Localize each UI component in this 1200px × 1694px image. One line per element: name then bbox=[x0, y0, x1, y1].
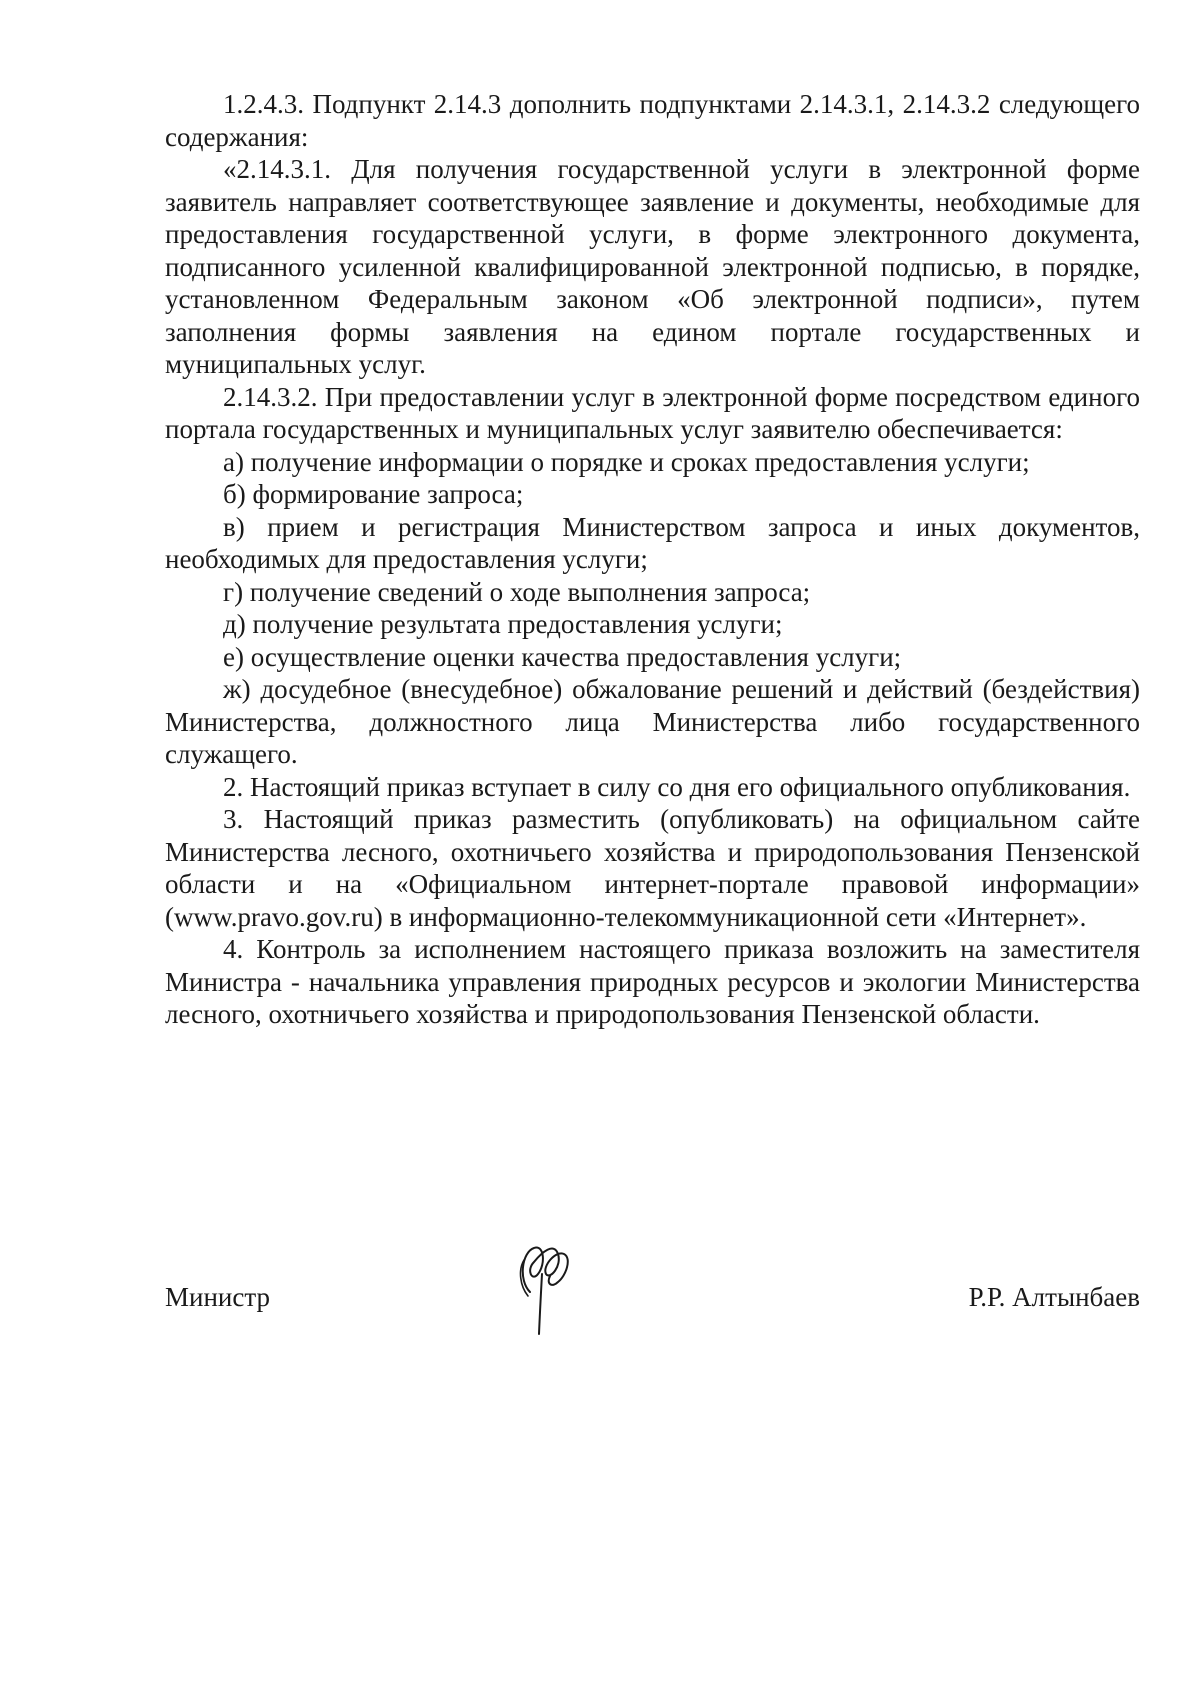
paragraph-2-effective-date: 2. Настоящий приказ вступает в силу со дня его официального опубликования. bbox=[223, 771, 1131, 802]
list-item-g: г) получение сведений о ходе выполнения запроса; bbox=[223, 576, 811, 607]
list-item-d: д) получение результата предоставления услуги; bbox=[223, 609, 783, 639]
document-body bbox=[165, 88, 1140, 1031]
handwritten-signature bbox=[500, 1230, 590, 1340]
list-item-zh: ж) досудебное (внесудебное) обжалование решений и действий (бездействия) Министерства, должностного лица Министерства либо государственного служащего. bbox=[165, 674, 1140, 769]
signature-block bbox=[165, 1230, 1140, 1350]
list-item-e: е) осуществление оценки качества предоставления услуги; bbox=[223, 641, 902, 672]
paragraph-1-2-4-3: 1.2.4.3. Подпункт 2.14.3 дополнить подпунктами 2.14.3.1, 2.14.3.2 следующего содержания: bbox=[165, 89, 1140, 152]
paragraph-2-14-3-1: «2.14.3.1. Для получения государственной услуги в электронной форме заявитель направляет соответствующее заявление и документы, необходимые для предоставления государственной услуги, в форме электронного документа, подписанного усиленной квалифицированной электронной подписью, в порядке, установленном Федеральным законом «Об электронной подписи», путем заполнения формы заявления на едином портале государственных и муниципальных услуг. bbox=[165, 154, 1140, 379]
signer-name: Р.Р. Алтынбаев bbox=[968, 1282, 1140, 1312]
paragraph-4-control: 4. Контроль за исполнением настоящего приказа возложить на заместителя Министра - начальника управления природных ресурсов и экологии Министерства лесного, охотничьего хозяйства и природопользования Пензенской области. bbox=[165, 934, 1140, 1029]
paragraph-3-publication: 3. Настоящий приказ разместить (опубликовать) на официальном сайте Министерства лесного, охотничьего хозяйства и природопользования Пензенской области и на «Официальном интернет-портале правовой информации» (www.pravo.gov.ru) в информационно-телекоммуникационной сети «Интернет». bbox=[165, 804, 1140, 932]
signer-position: Министр bbox=[165, 1282, 270, 1312]
paragraph-2-14-3-2: 2.14.3.2. При предоставлении услуг в электронной форме посредством единого портала государственных и муниципальных услуг заявителю обеспечивается: bbox=[165, 381, 1140, 444]
list-item-v: в) прием и регистрация Министерством запроса и иных документов, необходимых для предоставления услуги; bbox=[165, 511, 1140, 574]
list-item-b: б) формирование запроса; bbox=[223, 479, 524, 509]
list-item-a: а) получение информации о порядке и сроках предоставления услуги; bbox=[223, 446, 1030, 477]
